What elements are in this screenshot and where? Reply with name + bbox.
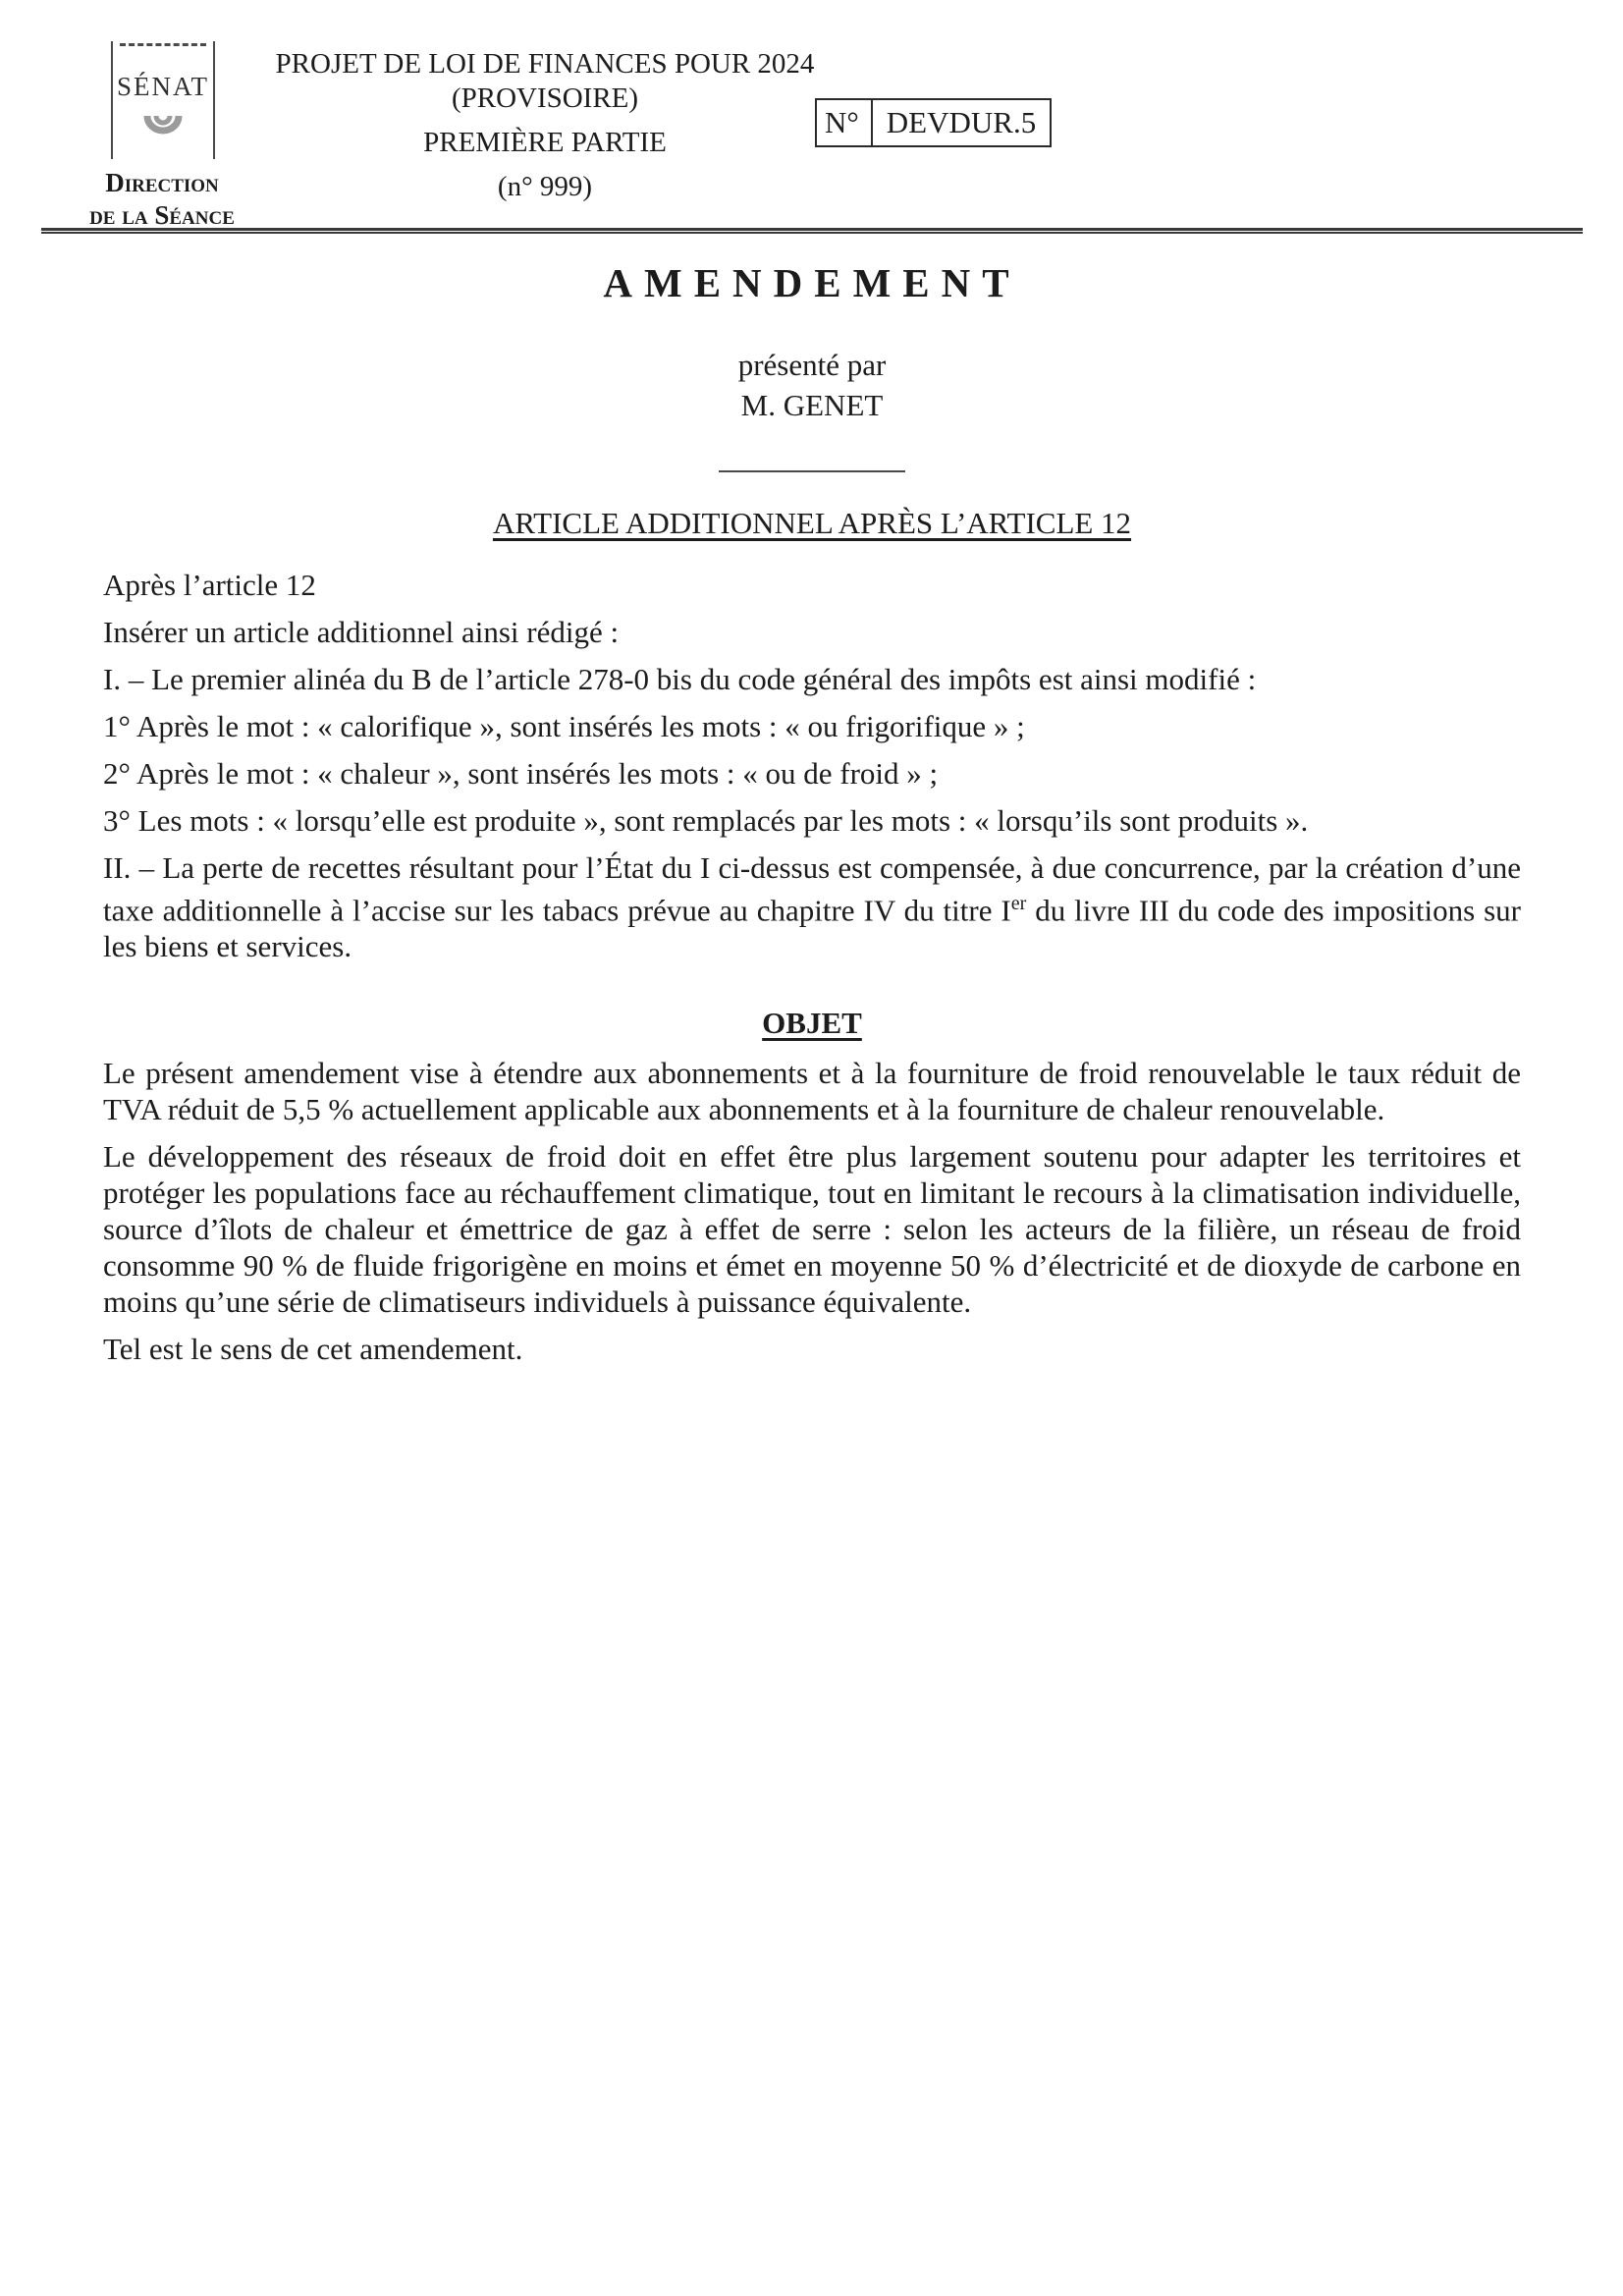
amendment-number-box (815, 98, 1052, 147)
body-paragraph-4: 1° Après le mot : « calorifique », sont insérés les mots : « ou frigorifique » ; (103, 709, 1025, 743)
bill-number: (n° 999) (497, 171, 593, 202)
superscript-er: er (1010, 893, 1027, 914)
body-paragraph-6: 3° Les mots : « lorsqu’elle est produite », sont remplacés par les mots : « lorsqu’ils sont produits ». (103, 803, 1309, 838)
presented-by-label: présenté par (737, 348, 887, 382)
number-value-cell: DEVDUR.5 (873, 98, 1052, 147)
body-paragraph-2: Insérer un article additionnel ainsi rédigé : (103, 615, 620, 649)
objet-paragraph-2: Le développement des réseaux de froid doit en effet être plus largement soutenu pour adapter les territoires et protéger les populations face au réchauffement climatique, tout en limitant le recours à la climatisation individuelle, source d’îlots de chaleur et émettrice de gaz à effet de serre : selon les acteurs de la filière, un réseau de froid consomme 90 % de fluide frigorigène en moins et émet en moyenne 50 % d’électricité et de dioxyde de carbone en moins qu’une série de climatiseurs individuels à puissance équivalente. (103, 1139, 1521, 1320)
project-title: PROJET DE LOI DE FINANCES POUR 2024 (275, 48, 815, 80)
body-paragraph-3: I. – Le premier alinéa du B de l’article 278-0 bis du code général des impôts est ainsi modifié : (103, 662, 1257, 696)
senat-logo-text: SÉNAT (116, 72, 209, 101)
body-paragraph-5: 2° Après le mot : « chaleur », sont insérés les mots : « ou de froid » ; (103, 756, 939, 791)
part-title: PREMIÈRE PARTIE (423, 127, 667, 158)
objet-heading: OBJET (762, 1006, 862, 1041)
logo-dash-decoration (120, 43, 206, 46)
number-label-cell: N° (815, 98, 873, 147)
direction-line1: Direction (105, 168, 219, 197)
article-heading: ARTICLE ADDITIONNEL APRÈS L’ARTICLE 12 (492, 506, 1132, 540)
body-paragraph-7-text-a: II. – La perte de recettes résultant pour l’État du I ci-dessus est compensée, à due concurrence, par la création d’une taxe additionnelle à l’accise sur les tabacs prévue au chapitre IV du titre I (103, 850, 1521, 928)
body-paragraph-7 (103, 849, 1521, 964)
direction-line2: de la Séance (89, 200, 235, 230)
objet-paragraph-3: Tel est le sens de cet amendement. (103, 1332, 523, 1367)
header-double-rule (41, 228, 1583, 234)
project-subtitle: (PROVISOIRE) (451, 82, 639, 114)
document-body (103, 247, 1521, 1367)
body-paragraph-1: Après l’article 12 (103, 568, 316, 602)
document-title: AMENDEMENT (603, 260, 1021, 305)
section-divider (719, 470, 905, 472)
body-paragraph-7-text-b: du livre III du code des impositions sur les biens et services. (103, 893, 1521, 964)
objet-paragraph-1: Le présent amendement vise à étendre aux abonnements et à la fourniture de froid renouvelable le taux réduit de TVA réduit de 5,5 % actuellement applicable aux abonnements et à la fourniture de chaleur renouvelable. (103, 1056, 1521, 1127)
author-name: M. GENET (740, 388, 884, 422)
